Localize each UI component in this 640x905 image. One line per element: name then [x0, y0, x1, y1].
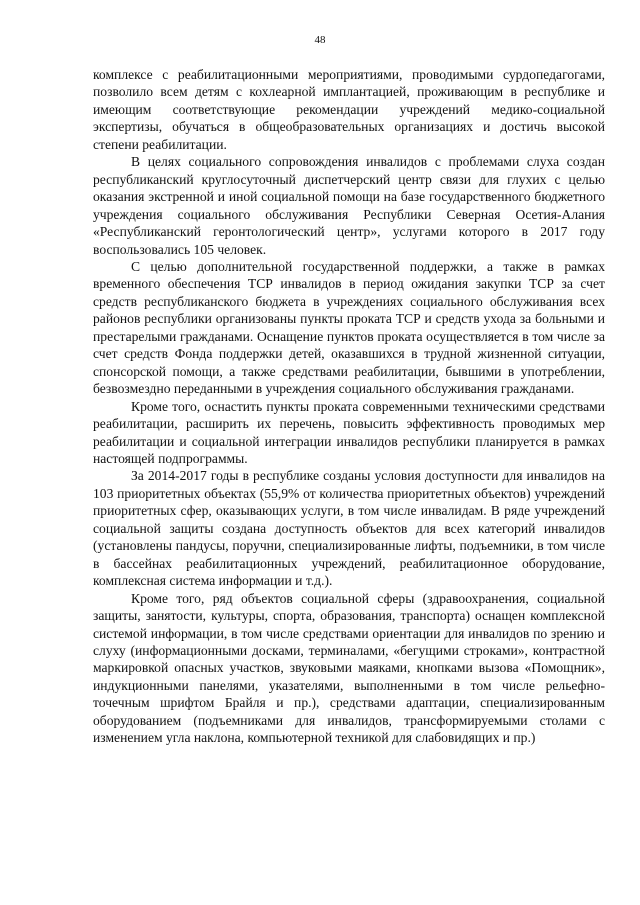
body-text	[93, 66, 605, 747]
paragraph-information-systems: Кроме того, ряд объектов социальной сферы (здравоохранения, социальной защиты, занятости, культуры, спорта, образования, транспорта) оснащен комплексной системой информации, в том числе средствами ориентации для инвалидов по зрению и слуху (информационными досками, терминалами, «бегущими строками», контрастной маркировкой опасных участков, звуковыми маяками, кнопками вызова «Помощник», индукционными панелями, указателями, выполненными в том числе рельефно-точечным шрифтом Брайля и пр.), средствами адаптации, специализированным оборудованием (подъемниками для инвалидов, трансформируемыми столами с изменением угла наклона, компьютерной техникой для слабовидящих и пр.)	[93, 590, 605, 746]
paragraph-rental-points: С целью дополнительной государственной поддержки, а также в рамках временного обеспечения ТСР инвалидов в период ожидания закупки ТСР за счет средств республиканского бюджета в учреждениях социального обслуживания всех районов республики организованы пункты проката ТСР и средств ухода за больными и престарелыми гражданами. Оснащение пунктов проката осуществляется в том числе за счет средств Фонда поддержки детей, оказавшихся в трудной жизненной ситуации, спонсорской помощи, а также средствами реабилитации, бывшими в употреблении, безвозмездно переданными в учреждения социального обслуживания гражданами.	[93, 258, 605, 397]
page-number: 48	[314, 34, 326, 46]
paragraph-hearing-support-center: В целях социального сопровождения инвалидов с проблемами слуха создан республиканский круглосуточный диспетчерский центр связи для глухих с целью оказания экстренной и иной социальной помощи на базе государственного бюджетного учреждения социального обслуживания Республики Северная Осетия-Алания «Республиканский геронтологический центр», услугами которого в 2017 году воспользовались 105 человек.	[93, 154, 605, 257]
paragraph-rental-equipment-plan: Кроме того, оснастить пункты проката современными техническими средствами реабилитации, расширить их перечень, повысить эффективность проводимых мер реабилитации и социальной интеграции инвалидов республики планируется в рамках настоящей подпрограммы.	[93, 398, 605, 466]
paragraph-continuation: комплексе с реабилитационными мероприятиями, проводимыми сурдопедагогами, позволило всем детям с кохлеарной имплантацией, проживающим в республике и имеющим соответствующие рекомендации учреждений медико-социальной экспертизы, обучаться в общеобразовательных организациях и достичь высокой степени реабилитации.	[93, 67, 605, 152]
paragraph-accessibility-2014-2017: За 2014-2017 годы в республике созданы условия доступности для инвалидов на 103 приоритетных объектах (55,9% от количества приоритетных объектов) учреждений приоритетных сфер, оказывающих услуги, в том числе инвалидам. В ряде учреждений социальной защиты создана доступность объектов для всех категорий инвалидов (установлены пандусы, поручни, специализированные лифты, подъемники, в том числе в бассейнах реабилитационных учреждений, реабилитационное оборудование, комплексная система информации и т.д.).	[93, 468, 605, 589]
